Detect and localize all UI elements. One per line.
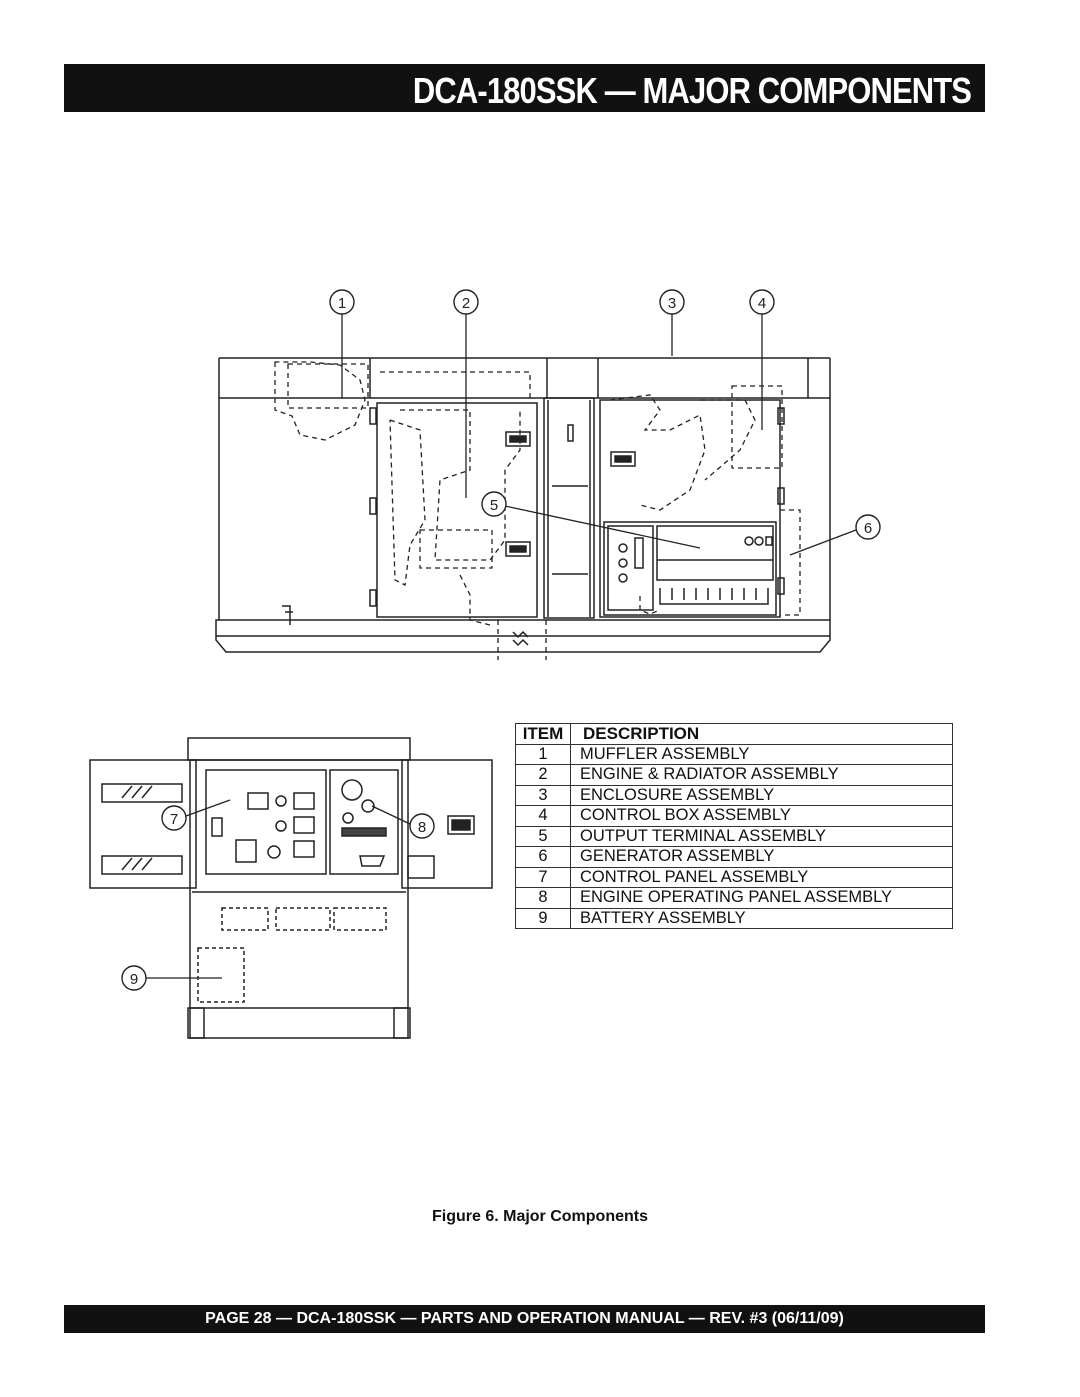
item-number: 7 <box>516 867 571 888</box>
table-row <box>516 744 953 765</box>
table-row <box>516 867 953 888</box>
callout-label-7: 7 <box>169 811 179 828</box>
table-header-row <box>516 724 953 745</box>
table-row <box>516 806 953 827</box>
item-description: BATTERY ASSEMBLY <box>571 908 953 929</box>
callout-label-8: 8 <box>417 819 427 836</box>
item-number: 4 <box>516 806 571 827</box>
table-row <box>516 888 953 909</box>
item-number: 6 <box>516 847 571 868</box>
item-number: 9 <box>516 908 571 929</box>
table-row <box>516 785 953 806</box>
item-number: 3 <box>516 785 571 806</box>
item-number: 8 <box>516 888 571 909</box>
item-number: 5 <box>516 826 571 847</box>
item-description: GENERATOR ASSEMBLY <box>571 847 953 868</box>
parts-table <box>515 723 953 929</box>
callout-label-9: 9 <box>129 971 139 988</box>
callout-label-4: 4 <box>757 295 767 312</box>
item-description: ENGINE OPERATING PANEL ASSEMBLY <box>571 888 953 909</box>
page-title: DCA-180SSK — MAJOR COMPONENTS <box>412 70 971 111</box>
table-row <box>516 826 953 847</box>
item-description: OUTPUT TERMINAL ASSEMBLY <box>571 826 953 847</box>
callout-label-1: 1 <box>337 295 347 312</box>
footer-text: PAGE 28 — DCA-180SSK — PARTS AND OPERATION MANUAL — REV. #3 (06/11/09) <box>205 1310 844 1327</box>
figure-caption: Figure 6. Major Components <box>431 1208 648 1225</box>
table-row <box>516 765 953 786</box>
item-description: MUFFLER ASSEMBLY <box>571 744 953 765</box>
item-number: 2 <box>516 765 571 786</box>
table-row <box>516 847 953 868</box>
callout-label-3: 3 <box>667 295 677 312</box>
description-column-header: DESCRIPTION <box>571 724 953 745</box>
page-footer <box>64 1305 985 1333</box>
callout-label-6: 6 <box>863 520 873 537</box>
item-number: 1 <box>516 744 571 765</box>
item-description: ENGINE & RADIATOR ASSEMBLY <box>571 765 953 786</box>
item-description: CONTROL PANEL ASSEMBLY <box>571 867 953 888</box>
item-column-header: ITEM <box>516 724 571 745</box>
callout-label-2: 2 <box>461 295 471 312</box>
item-description: CONTROL BOX ASSEMBLY <box>571 806 953 827</box>
callout-label-5: 5 <box>489 497 499 514</box>
item-description: ENCLOSURE ASSEMBLY <box>571 785 953 806</box>
table-row <box>516 908 953 929</box>
front-view-drawing <box>90 738 492 1038</box>
side-view-drawing <box>216 358 830 660</box>
